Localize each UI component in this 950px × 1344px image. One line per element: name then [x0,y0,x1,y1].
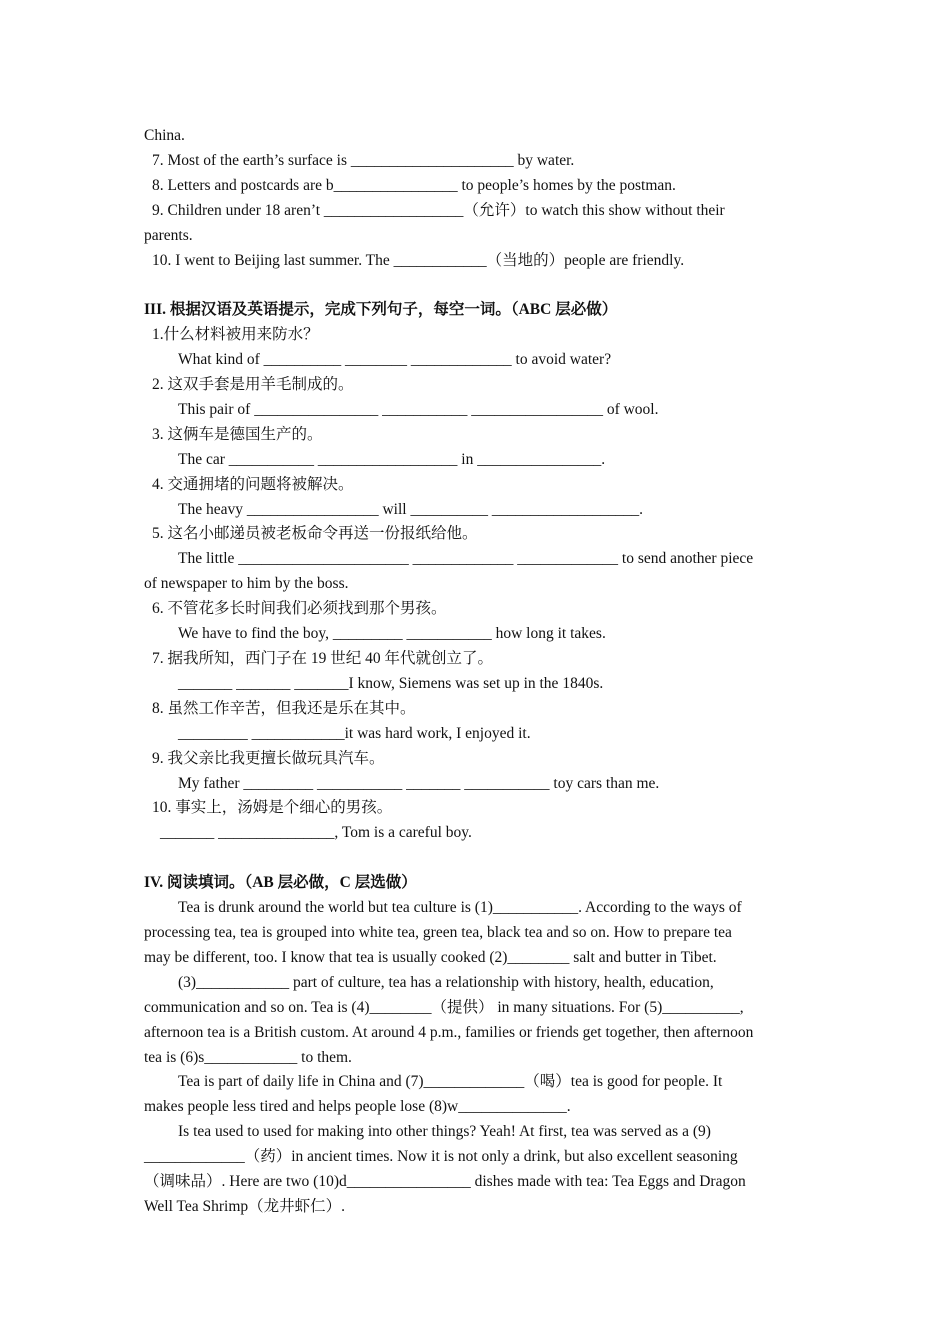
item-1-english: What kind of __________ ________ _____________ to avoid water? [178,351,612,369]
paragraph-2-line: afternoon tea is a British custom. At around 4 p.m., families or friends get together, then afternoon [144,1023,754,1041]
item-9-chinese: 9. 我父亲比我更擅长做玩具汽车。 [152,749,385,767]
item-6-english: We have to find the boy, _________ ___________ how long it takes. [178,625,606,643]
section-3 [144,298,808,846]
paragraph-3-line: Tea is part of daily life in China and (7)_____________（喝）tea is good for people. It [178,1073,723,1091]
text-line: China. [144,127,185,144]
item-3-english: The car ___________ __________________ in ________________. [178,450,606,468]
paragraph-2-line: (3)____________ part of culture, tea has a relationship with history, health, education, [178,973,714,991]
item-1-chinese: 1.什么材料被用来防水？ [152,326,319,344]
paragraph-1-line: Tea is drunk around the world but tea culture is (1)___________. According to the ways of [178,899,742,917]
paragraph-4-line: Is tea used to used for making into other things? Yeah! At first, tea was served as a (9) [178,1123,711,1141]
item-2-chinese: 2. 这双手套是用羊毛制成的。 [152,376,354,394]
question-8: 8. Letters and postcards are b________________ to people’s homes by the postman. [152,176,676,194]
worksheet-page [144,124,808,1220]
section-3-heading: III. 根据汉语及英语提示，完成下列句子，每空一词。（ABC 层必做） [144,301,618,319]
section-4 [144,871,808,1220]
item-9-english: My father _________ ___________ _______ ___________ toy cars than me. [178,774,660,792]
section-2-tail [144,124,808,273]
paragraph-1-line: processing tea, tea is grouped into white tea, green tea, black tea and so on. How to prepare tea [144,923,732,941]
paragraph-3-line: makes people less tired and helps people lose (8)w______________. [144,1098,571,1116]
item-4-chinese: 4. 交通拥堵的问题将被解决。 [152,475,354,493]
item-3-chinese: 3. 这俩车是德国生产的。 [152,425,323,443]
item-10-english: _______ _______________, Tom is a careful boy. [160,824,472,842]
paragraph-4-line: _____________（药）in ancient times. Now it is not only a drink, but also excellent seasoning [144,1148,738,1166]
paragraph-2-line: communication and so on. Tea is (4)________（提供） in many situations. For (5)__________, [144,998,744,1016]
paragraph-4-line: Well Tea Shrimp（龙井虾仁）. [144,1197,346,1215]
question-10: 10. I went to Beijing last summer. The ____________（当地的）people are friendly. [152,251,685,269]
item-10-chinese: 10. 事实上，汤姆是个细心的男孩。 [152,799,393,817]
paragraph-4-line: （调味品）. Here are two (10)d________________ dishes made with tea: Tea Eggs and Dragon [144,1173,746,1191]
section-4-heading: IV. 阅读填词。（AB 层必做，C 层选做） [144,874,417,892]
text-line: parents. [144,226,193,244]
item-5-english: The little ______________________ _____________ _____________ to send another piece [178,550,754,568]
question-9: 9. Children under 18 aren’t __________________（允许）to watch this show without their [152,201,725,219]
item-7-english: _______ _______ _______I know, Siemens was set up in the 1840s. [178,674,604,692]
item-8-chinese: 8. 虽然工作辛苦，但我还是乐在其中。 [152,699,416,717]
item-7-chinese: 7. 据我所知，西门子在 19 世纪 40 年代就创立了。 [152,650,494,668]
item-5-english-cont: of newspaper to him by the boss. [144,575,349,593]
item-5-chinese: 5. 这名小邮递员被老板命令再送一份报纸给他。 [152,525,478,543]
question-7: 7. Most of the earth’s surface is _____________________ by water. [152,151,575,169]
item-6-chinese: 6. 不管花多长时间我们必须找到那个男孩。 [152,600,447,618]
paragraph-2-line: tea is (6)s____________ to them. [144,1048,352,1066]
item-4-english: The heavy _________________ will __________ ___________________. [178,500,643,518]
paragraph-1-line: may be different, too. I know that tea is usually cooked (2)________ salt and butter in Tibet. [144,948,717,966]
item-2-english: This pair of ________________ ___________ _________________ of wool. [178,400,659,418]
item-8-english: _________ ____________it was hard work, I enjoyed it. [178,724,531,742]
